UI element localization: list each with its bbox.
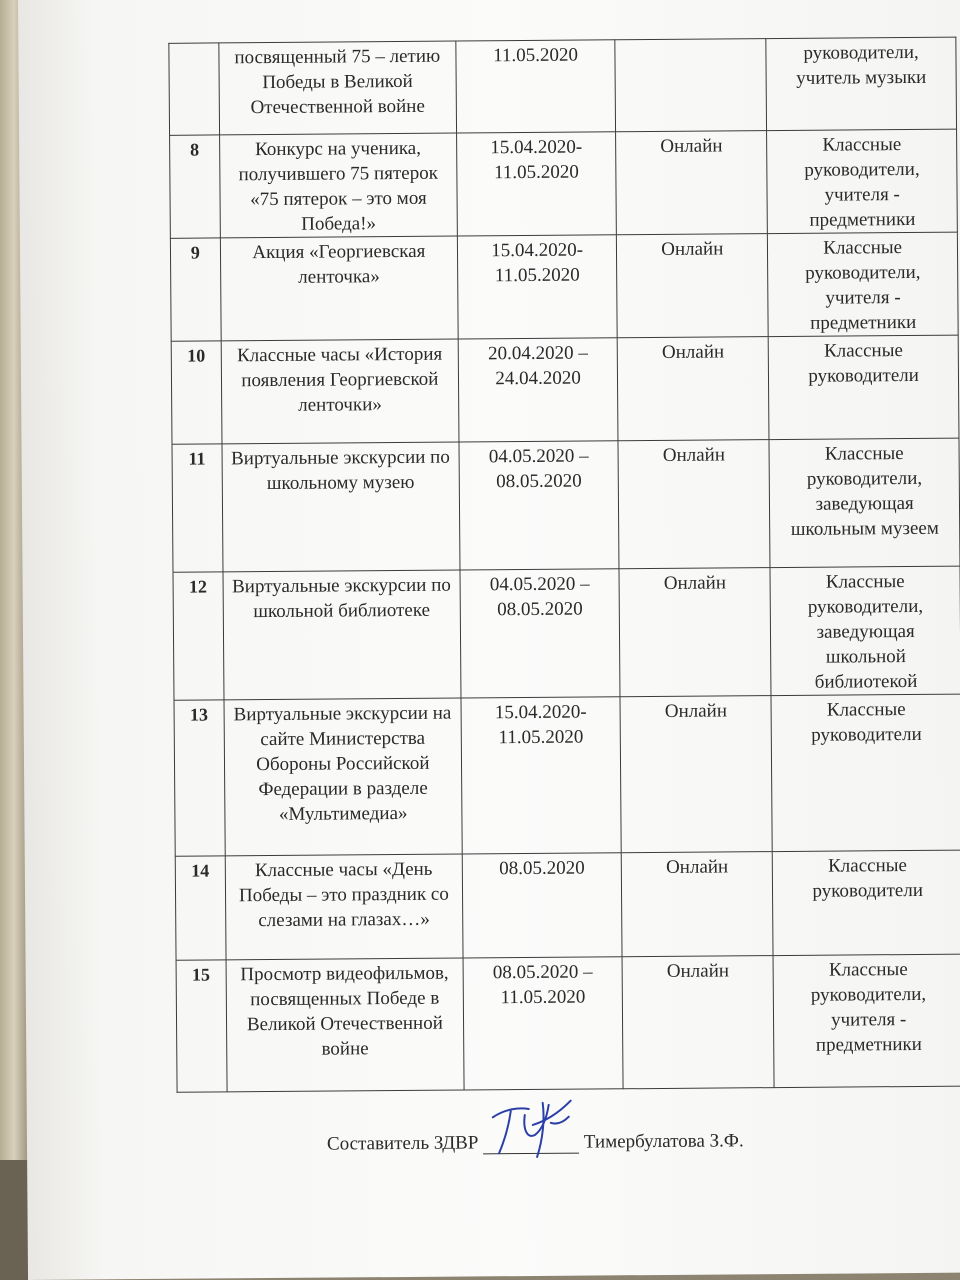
- row-number: 8: [170, 135, 220, 238]
- responsible-cell: Классные руководители, учителя - предметники: [767, 129, 957, 233]
- responsible-cell: Классные руководители: [773, 850, 960, 955]
- responsible-cell: Классные руководители, учителя - предметники: [768, 232, 958, 336]
- format-cell: Онлайн: [616, 131, 768, 235]
- format-cell: Онлайн: [622, 956, 774, 1089]
- table-row: [171, 335, 959, 444]
- format-cell: Онлайн: [621, 852, 773, 957]
- date-cell: 20.04.2020 – 24.04.2020: [458, 338, 618, 442]
- event-cell: Акция «Георгиевская ленточка»: [220, 236, 458, 341]
- event-cell: Классные часы «День Победы – это праздник со слезами на глазах…»: [225, 854, 463, 960]
- responsible-cell: Классные руководители, заведующая школьным музеем: [769, 438, 960, 567]
- responsible-cell: Классные руководители: [768, 335, 958, 439]
- event-cell: Конкурс на ученика, получившего 75 пятерок «75 пятерок – это моя Победа!»: [219, 133, 457, 238]
- responsible-cell: руководители, учитель музыки: [766, 37, 956, 130]
- signature-field: [483, 1133, 579, 1155]
- table-row: [176, 954, 960, 1092]
- responsible-cell: Классные руководители: [771, 694, 960, 851]
- row-number: 14: [175, 856, 226, 960]
- table-row: [174, 694, 960, 856]
- row-number: [169, 43, 219, 135]
- responsible-cell: Классные руководители, учителя - предметники: [773, 954, 960, 1087]
- date-cell: 08.05.2020 – 11.05.2020: [463, 957, 623, 1090]
- compiler-label: Составитель ЗДВР: [326, 1132, 479, 1155]
- document-page: [18, 0, 960, 1280]
- responsible-cell: Классные руководители, заведующая школьной библиотекой: [770, 566, 960, 695]
- date-cell: 08.05.2020: [462, 853, 622, 958]
- date-cell: 11.05.2020: [456, 40, 616, 133]
- handwritten-signature: [485, 1095, 575, 1160]
- compiler-name: Тимербулатова З.Ф.: [583, 1130, 744, 1153]
- format-cell: Онлайн: [618, 440, 770, 569]
- row-number: 12: [173, 572, 224, 700]
- signature-line: [327, 1129, 887, 1155]
- event-cell: Виртуальные экскурсии по школьному музею: [222, 442, 460, 572]
- table-row: [170, 129, 958, 238]
- format-cell: Онлайн: [619, 568, 771, 697]
- row-number: 11: [172, 444, 223, 572]
- table-row: [173, 566, 960, 700]
- event-cell: Виртуальные экскурсии по школьной библиотеке: [223, 570, 461, 700]
- row-number: 13: [174, 700, 225, 856]
- row-number: 9: [170, 238, 220, 341]
- format-cell: Онлайн: [620, 696, 772, 853]
- event-cell: посвященный 75 – летию Победы в Великой Отечественной войне: [219, 41, 457, 135]
- format-cell: Онлайн: [617, 234, 769, 338]
- table-row: [175, 850, 960, 960]
- format-cell: Онлайн: [617, 337, 769, 441]
- table-row: [169, 37, 957, 135]
- date-cell: 15.04.2020- 11.05.2020: [461, 697, 621, 854]
- date-cell: 04.05.2020 – 08.05.2020: [459, 441, 619, 570]
- event-cell: Классные часы «История появления Георгиевской ленточки»: [221, 339, 459, 444]
- format-cell: [615, 39, 767, 132]
- row-number: 15: [176, 960, 227, 1092]
- events-table: [168, 37, 960, 1093]
- date-cell: 15.04.2020- 11.05.2020: [457, 132, 617, 236]
- row-number: 10: [171, 341, 221, 444]
- date-cell: 04.05.2020 – 08.05.2020: [460, 569, 620, 698]
- event-cell: Виртуальные экскурсии на сайте Министерства Обороны Российской Федерации в разделе «Мультимедиа»: [224, 698, 463, 856]
- table-row: [170, 232, 958, 341]
- event-cell: Просмотр видеофильмов, посвященных Победе в Великой Отечественной войне: [226, 958, 464, 1092]
- table-row: [172, 438, 960, 572]
- date-cell: 15.04.2020- 11.05.2020: [457, 235, 617, 339]
